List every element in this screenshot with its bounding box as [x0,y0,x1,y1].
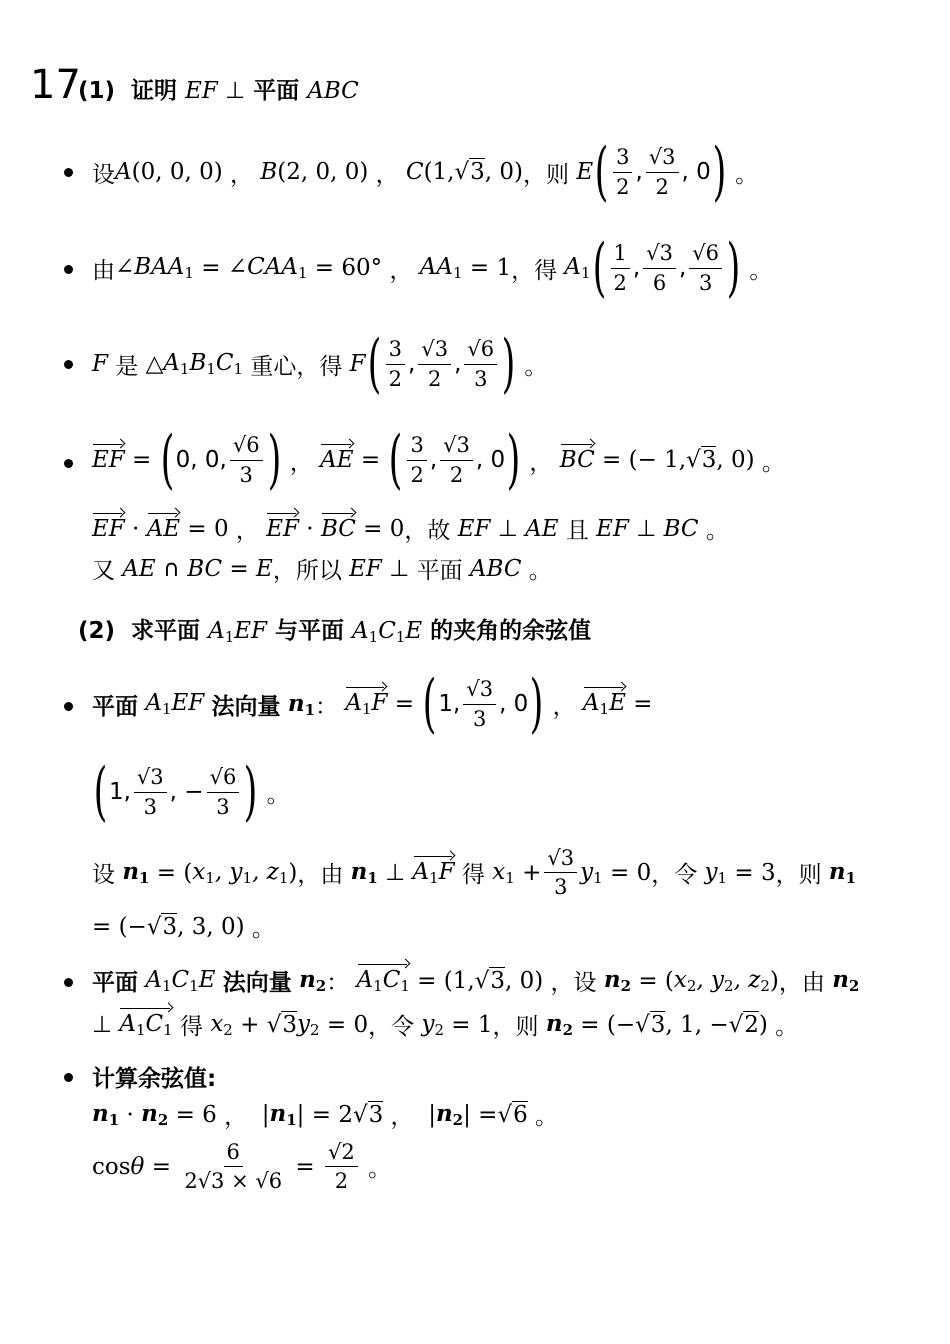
line-p2-dot: $n_1$ · $n_2$ = 6 ， | $n_1$ | = 2 √3 ， | $n_2$ | = √6 。 [92,1100,559,1130]
problem-number: 17 [30,62,81,108]
line-b3: F 是 △ $A_1B_1C_1$ 重心，得 F ( $\frac{3}{2}$ , $\frac{√3}{2}$ , $\frac{√6}{3}$ ) 。 [92,327,548,401]
line-p2-n1-result: = (− √3 , 3, 0) 。 [92,913,275,942]
bullet [64,459,73,468]
line-b4-conclusion: 又 AE ∩ BC = E ，所以 EF ⊥ 平面 ABC 。 [92,555,552,584]
bullet [64,168,73,177]
line-p2-b1-cont: ( 1, $\frac{√3}{3}$ , − $\frac{√6}{3}$ ) 。 [93,755,290,829]
bullet [64,1073,73,1082]
line-p2-cos: cos θ = $\frac{6}{2√3 \times √6}$ = $\frac{√2}{2}$ 。 [92,1140,392,1194]
bullet [64,265,73,274]
line-b2: 由 $\angle BAA_1$ = $\angle CAA_1$ = 60° ， $AA_1$ = 1 ，得 $A_1$ ( $\frac{1}{2}$ , $\frac{√3}{6}$ , $\frac{√6}{3}$ ) 。 [92,231,773,305]
line-b4: EF = ( 0, 0, $\frac{√6}{3}$ ) ， AE = ( $\frac{3}{2}$ , $\frac{√3}{2}$ , 0 ) ， BC = (− 1, √3 , 0) 。 [92,423,785,497]
part1-title: 证明 [131,78,178,104]
bullet [64,978,73,987]
bullet [64,702,73,711]
line-p2-b3: 计算余弦值: [92,1066,217,1092]
part1-header: (1) 证明 EF ⊥ 平面 ABC [78,78,359,104]
line-p2-b1: 平面 $A_1EF$ 法向量 $n_1$ ： $A_1F$ = ( 1, $\frac{√3}{3}$ , 0 ) ， $A_1E$ = [92,667,653,741]
line-p2-b2: 平面 $A_1C_1E$ 法向量 $n_2$ ： $A_1C_1$ = (1, √3 , 0) ， 设 $n_2$ = ( $x_2$, $y_2$, $z_2$ ) ，由 $n_2$ [92,966,860,996]
part1-label: (1) [78,78,116,104]
line-p2-n1: 设 $n_1$ = ( $x_1$, $y_1$, $z_1$ ) ，由 $n_1$ ⊥ $A_1F$ 得 $x_1$ + $\frac{√3}{3}$ $y_1$ = 0 ，令 $y_1$ = 3 ，则 $n_1$ [92,846,857,900]
bullet [64,360,73,369]
line-b1: 设 A (0, 0, 0) ， B (2, 0, 0) ， C (1, √3 , 0) ，则 E ( $\frac{3}{2}$ , $\frac{√3}{2}$ , 0 ) 。 [92,135,759,209]
line-b4-dot: EF · AE = 0 ， EF · BC = 0 ，故 EF ⊥ AE 且 EF ⊥ BC 。 [92,515,729,544]
part2-header: (2) 求平面 $A_1EF$ 与平面 $A_1C_1E$ 的夹角的余弦值 [78,618,592,646]
line-p2-b2-cont: ⊥ $A_1C_1$ 得 $x_2$ + √3 $y_2$ = 0 ，令 $y_2$ = 1 ，则 $n_2$ = (− √3 , 1, − √2 ) 。 [92,1010,799,1040]
